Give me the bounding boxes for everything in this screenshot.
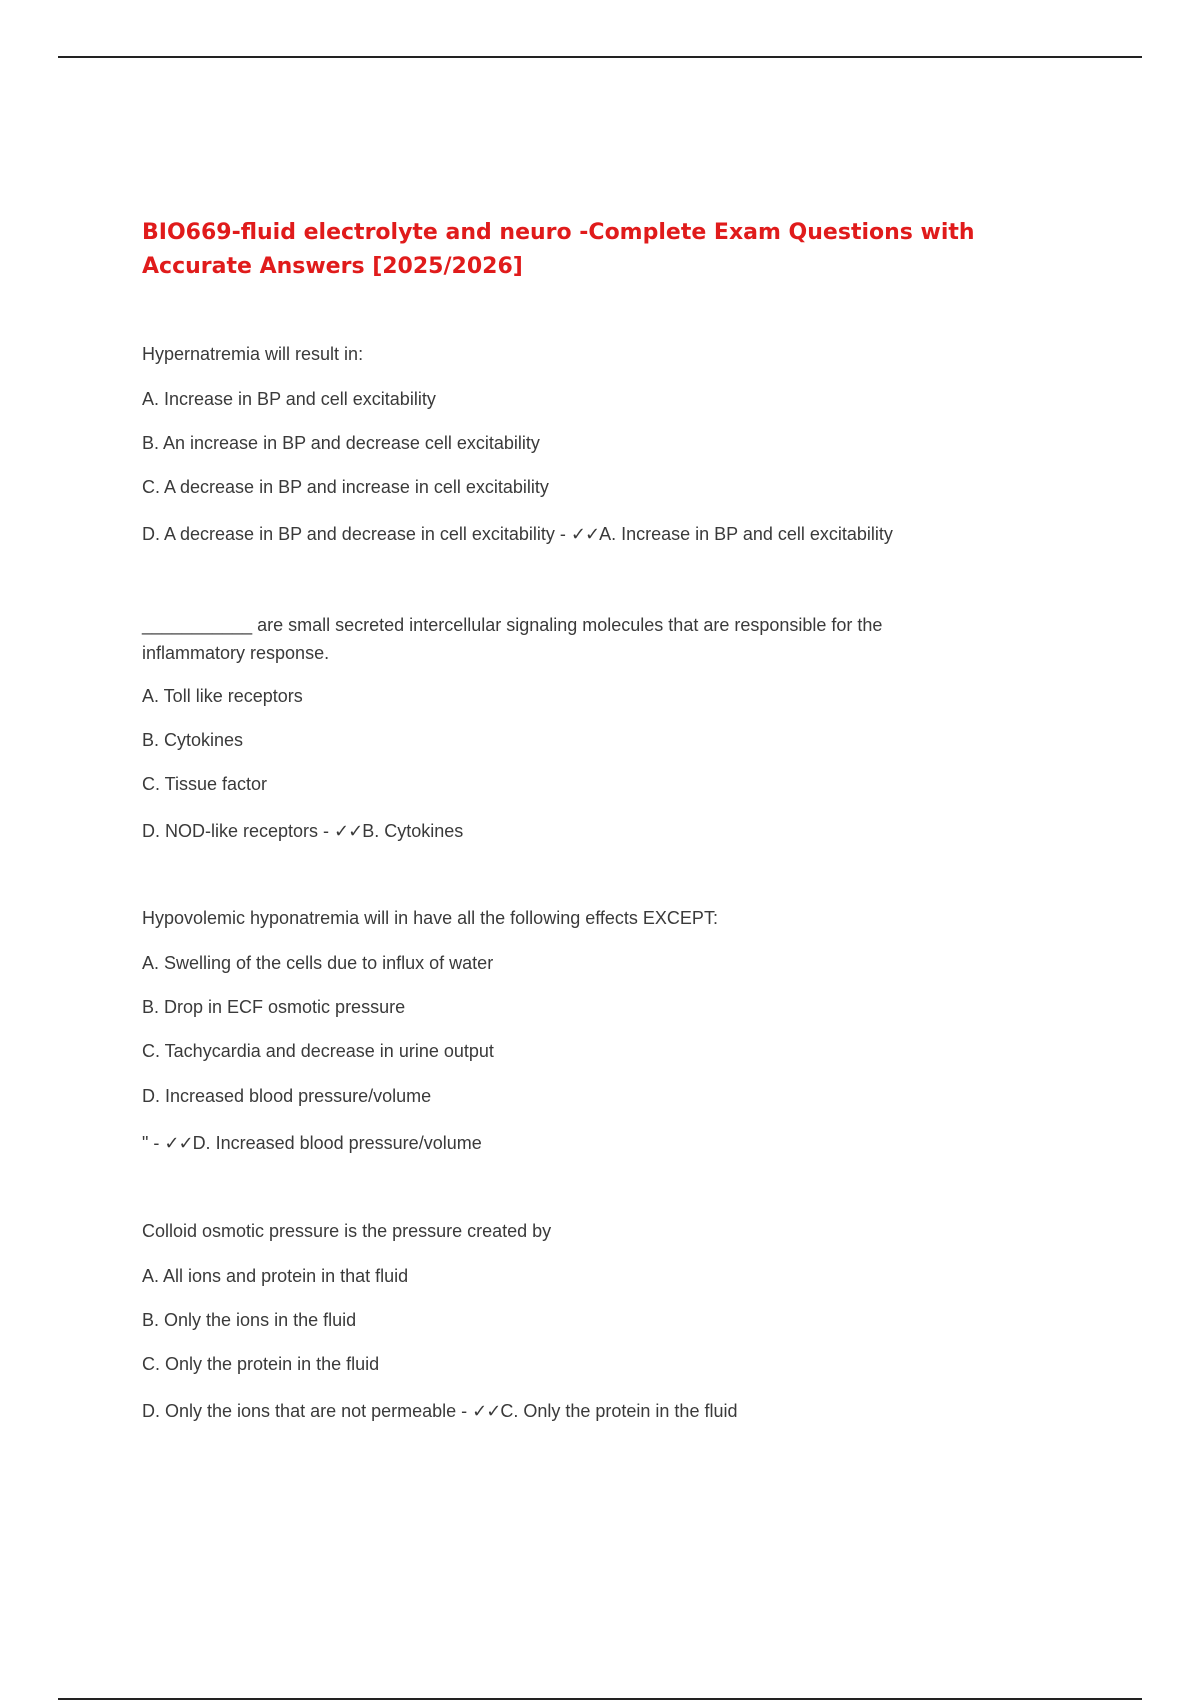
option-d-with-answer (142, 1400, 737, 1422)
answer-prefix: " - (142, 1133, 165, 1153)
option-c: C. A decrease in BP and increase in cell excitability (142, 477, 549, 497)
option-d-with-answer (142, 820, 463, 842)
question-stem: Hypernatremia will result in: (142, 344, 364, 364)
answer-text: C. Only the protein in the fluid (500, 1401, 738, 1421)
option-d-with-answer (142, 523, 893, 545)
option-d: D. Only the ions that are not permeable - (142, 1401, 473, 1421)
option-d: D. A decrease in BP and decrease in cell excitability - (142, 524, 571, 544)
option-d: D. NOD-like receptors - (142, 821, 335, 841)
option-d: D. Increased blood pressure/volume (142, 1086, 432, 1106)
option-b: B. Only the ions in the fluid (142, 1310, 357, 1330)
answer-text: D. Increased blood pressure/volume (192, 1133, 482, 1153)
option-b: B. Cytokines (142, 730, 244, 750)
option-a: A. Swelling of the cells due to influx of water (142, 953, 494, 973)
option-c: C. Only the protein in the fluid (142, 1354, 380, 1374)
option-b: B. Drop in ECF osmotic pressure (142, 997, 406, 1017)
question-stem: Colloid osmotic pressure is the pressure created by (142, 1221, 552, 1241)
option-a: A. Toll like receptors (142, 686, 303, 706)
checkmark-icon: ✓✓ (334, 821, 363, 841)
answer-text: B. Cytokines (362, 821, 464, 841)
answer-text: A. Increase in BP and cell excitability (599, 524, 893, 544)
answer-line (142, 1132, 482, 1154)
checkmark-icon: ✓✓ (164, 1133, 193, 1153)
option-a: A. All ions and protein in that fluid (142, 1266, 409, 1286)
question-stem: ___________ are small secreted intercellular signaling molecules that are responsible for the inflammatory response. (142, 615, 883, 663)
document-title: BIO669-fluid electrolyte and neuro -Complete Exam Questions with Accurate Answers [2025/2026] (142, 220, 975, 279)
question-stem: Hypovolemic hyponatremia will in have all the following effects EXCEPT: (142, 908, 718, 928)
header-rule (58, 56, 1142, 58)
option-b: B. An increase in BP and decrease cell excitability (142, 433, 540, 453)
checkmark-icon: ✓✓ (472, 1401, 501, 1421)
option-c: C. Tissue factor (142, 774, 268, 794)
checkmark-icon: ✓✓ (570, 524, 600, 544)
option-c: C. Tachycardia and decrease in urine output (142, 1041, 494, 1061)
option-a: A. Increase in BP and cell excitability (142, 389, 436, 409)
